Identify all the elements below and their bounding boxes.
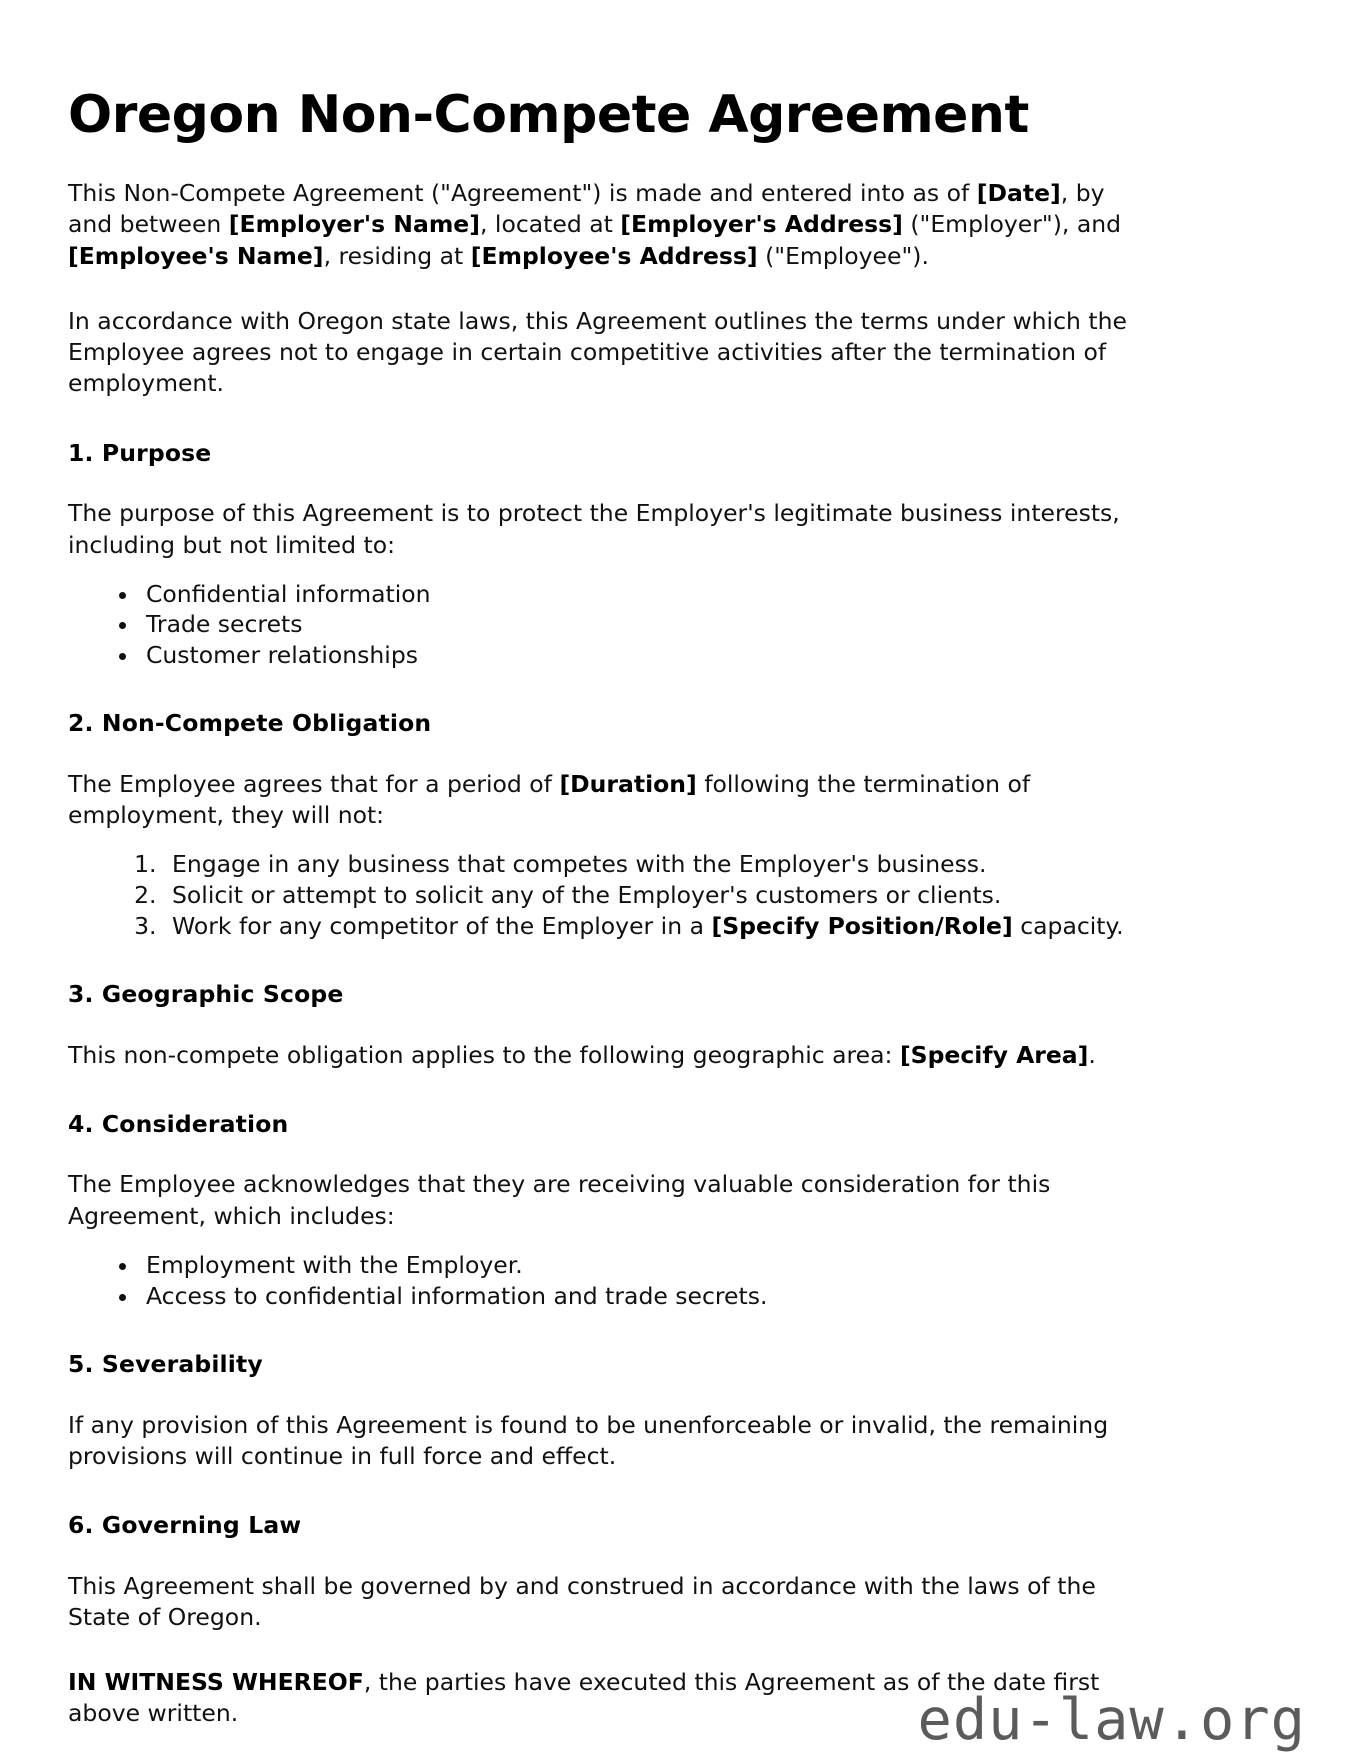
placeholder-date: [Date] xyxy=(976,179,1061,208)
list-item-text-suffix: capacity. xyxy=(1012,911,1124,940)
obligation-text-1: The Employee agrees that for a period of xyxy=(68,769,560,798)
section-body-severability: If any provision of this Agreement is found to be unenforceable or invalid, the remaining provisions will continue in full force and effect. xyxy=(68,1410,1109,1470)
section-heading-governing-law: 6. Governing Law xyxy=(68,1511,302,1540)
intro-text-1: This Non-Compete Agreement ("Agreement") is made and entered into as of xyxy=(68,179,977,208)
placeholder-position-role: [Specify Position/Role] xyxy=(711,911,1013,940)
intro-paragraph-parties xyxy=(68,178,1143,272)
list-item xyxy=(164,849,1162,880)
intro-text-5: , residing at xyxy=(323,241,471,270)
placeholder-employee-address: [Employee's Address] xyxy=(470,241,758,270)
list-item xyxy=(164,911,1162,942)
placeholder-employee-name: [Employee's Name] xyxy=(68,241,324,270)
intro-text-4: ("Employer"), and xyxy=(902,210,1122,239)
intro-text-2: , by and between xyxy=(68,179,1105,239)
list-item-text: Solicit or attempt to solicit any of the Employer's customers or clients. xyxy=(172,881,1002,910)
section-body-governing-law: This Agreement shall be governed by and construed in accordance with the laws of the State of Oregon. xyxy=(68,1571,1096,1631)
intro-text-3: , located at xyxy=(479,210,621,239)
section-heading-severability: 5. Severability xyxy=(68,1350,263,1379)
section-body-non-compete-obligation xyxy=(68,769,1143,832)
intro-paragraph-state-law: In accordance with Oregon state laws, this Agreement outlines the terms under which the Employee agrees not to engage in certain competitive activities after the termination of employment. xyxy=(68,306,1127,398)
placeholder-specify-area: [Specify Area] xyxy=(899,1040,1089,1069)
list-item: • Access to confidential information and trade secrets. xyxy=(140,1281,1162,1312)
section-body-geographic-scope xyxy=(68,1040,1143,1071)
consideration-bullet-list xyxy=(68,1250,1162,1311)
list-item: • Customer relationships xyxy=(140,640,1162,671)
list-item-text: Work for any competitor of the Employer in a xyxy=(172,911,712,940)
list-item: • Employment with the Employer. xyxy=(140,1250,1162,1281)
list-item-text: Engage in any business that competes with the Employer's business. xyxy=(172,850,987,879)
section-heading-consideration: 4. Consideration xyxy=(68,1109,289,1138)
closing-bold-lead: IN WITNESS WHEREOF xyxy=(68,1668,364,1697)
geo-text-1: This non-compete obligation applies to the following geographic area: xyxy=(68,1040,900,1069)
placeholder-employer-name: [Employer's Name] xyxy=(228,210,480,239)
purpose-bullet-list xyxy=(68,579,1162,671)
list-item: • Confidential information xyxy=(140,579,1162,610)
non-compete-numbered-list xyxy=(68,849,1162,941)
list-item: • Trade secrets xyxy=(140,609,1162,640)
site-watermark: edu-law.org xyxy=(917,1687,1306,1753)
section-heading-purpose: 1. Purpose xyxy=(68,438,212,467)
placeholder-employer-address: [Employer's Address] xyxy=(620,210,903,239)
geo-text-2: . xyxy=(1088,1040,1096,1069)
closing-rest: , the parties have executed this Agreement as of the date first above written. xyxy=(68,1668,1100,1728)
obligation-text-2: following the termination of employment, they will not: xyxy=(68,769,1031,830)
placeholder-duration: [Duration] xyxy=(559,769,697,798)
page-title: Oregon Non-Compete Agreement xyxy=(68,85,1029,145)
section-heading-geographic-scope: 3. Geographic Scope xyxy=(68,980,344,1009)
list-item xyxy=(164,880,1162,911)
section-body-purpose: The purpose of this Agreement is to protect the Employer's legitimate business interests, including but not limited to: xyxy=(68,499,1120,559)
intro-text-6: ("Employee"). xyxy=(757,241,929,270)
section-heading-non-compete-obligation: 2. Non-Compete Obligation xyxy=(68,709,432,738)
section-body-consideration: The Employee acknowledges that they are receiving valuable consideration for this Agreement, which includes: xyxy=(68,1170,1051,1230)
